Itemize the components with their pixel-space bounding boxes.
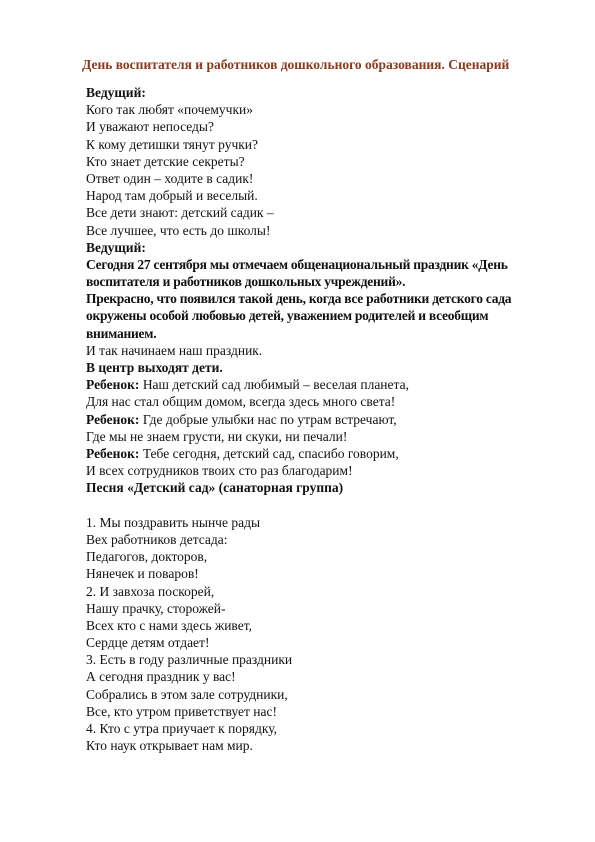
poem-line: Кого так любят «почемучки» bbox=[86, 102, 254, 118]
child-label: Ребенок: bbox=[86, 411, 140, 427]
song-line: Нашу прачку, сторожей- bbox=[86, 600, 226, 616]
song-line: Все, кто утром приветствует нас! bbox=[86, 703, 278, 719]
child-label: Ребенок: bbox=[86, 377, 140, 393]
poem-line: Кто знает детские секреты? bbox=[86, 153, 245, 169]
poem-line: К кому детишки тянут ручки? bbox=[86, 136, 259, 152]
child-label: Ребенок: bbox=[86, 446, 140, 462]
speaker-label: Ведущий: bbox=[86, 85, 146, 100]
host-line: И так начинаем наш праздник. bbox=[86, 342, 263, 358]
poem-line: Ответ один – ходите в садик! bbox=[86, 170, 254, 186]
host-paragraph: Прекрасно, что появился такой день, когда все работники детского сада окружены особой любовью детей, уважением родителей и всеобщим вниманием. bbox=[86, 291, 512, 341]
song-line: 4. Кто с утра приучает к порядку, bbox=[86, 721, 278, 737]
poem-line: И уважают непоседы? bbox=[86, 119, 214, 135]
host-paragraph: Сегодня 27 сентября мы отмечаем общенациональный праздник «День воспитателя и работников дошкольных учреждений». bbox=[86, 256, 508, 290]
blank-line bbox=[86, 497, 546, 514]
song-line: А сегодня праздник у вас! bbox=[86, 669, 236, 685]
child-line bbox=[86, 376, 546, 393]
song-line: Нянечек и поваров! bbox=[86, 566, 199, 582]
song-line: 2. И завхоза поскорей, bbox=[86, 583, 215, 599]
child-text: Где добрые улыбки нас по утрам встречают, bbox=[139, 411, 397, 427]
song-line: Кто наук открывает нам мир. bbox=[86, 738, 253, 754]
speaker-label: Ведущий: bbox=[86, 239, 146, 255]
song-line: Собрались в этом зале сотрудники, bbox=[86, 686, 288, 702]
song-line: Всех кто с нами здесь живет, bbox=[86, 617, 252, 633]
document-title: День воспитателя и работников дошкольного образования. Сценарий bbox=[82, 57, 510, 72]
song-line: Педагогов, докторов, bbox=[86, 549, 208, 565]
song-title: Песня «Детский сад» (санаторная группа) bbox=[86, 480, 344, 496]
poem-line: Все дети знают: детский садик – bbox=[86, 205, 274, 221]
poem-line: Все лучшее, что есть до школы! bbox=[86, 222, 271, 238]
child-line: Для нас стал общим домом, всегда здесь много света! bbox=[86, 394, 396, 410]
document-body bbox=[86, 84, 546, 754]
song-line: Вех работников детсада: bbox=[86, 531, 228, 547]
child-line bbox=[86, 411, 546, 428]
song-line: Сердце детям отдает! bbox=[86, 635, 210, 651]
child-text: Наш детский сад любимый – веселая планета, bbox=[139, 377, 409, 393]
song-line: 3. Есть в году различные праздники bbox=[86, 652, 293, 668]
stage-direction: В центр выходят дети. bbox=[86, 360, 223, 376]
child-line: И всех сотрудников твоих сто раз благодарим! bbox=[86, 463, 353, 479]
poem-line: Народ там добрый и веселый. bbox=[86, 188, 258, 204]
child-line: Где мы не знаем грусти, ни скуки, ни печали! bbox=[86, 428, 348, 444]
song-line: 1. Мы поздравить нынче рады bbox=[86, 514, 261, 530]
child-line bbox=[86, 445, 546, 462]
child-text: Тебе сегодня, детский сад, спасибо говорим, bbox=[139, 446, 399, 462]
